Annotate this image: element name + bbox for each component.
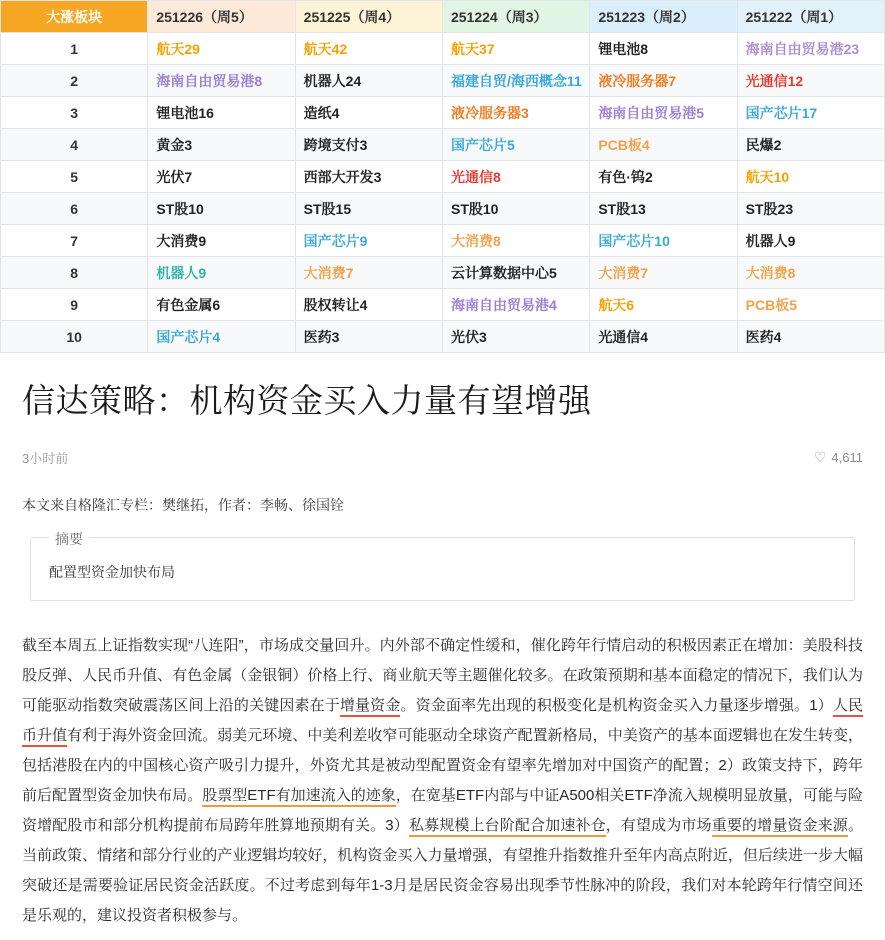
sector-cell: 西部大开发3 — [295, 161, 442, 193]
article-source: 本文来自格隆汇专栏：樊继拓，作者：李畅、徐国铨 — [22, 497, 344, 513]
body-segment-4: ，在宽基ETF内部与中证A500相关ETF净流入规模明显放量，可能与险资增配股市和部分机构提前布局跨年胜算地预期有关。3） — [22, 787, 863, 834]
body-segment-5: ，有望成为市场 — [605, 817, 712, 834]
article-body — [22, 631, 863, 931]
sector-cell: 医药3 — [295, 321, 442, 353]
summary-text: 配置型资金加快布局 — [49, 564, 175, 580]
like-counter[interactable] — [814, 449, 863, 466]
table-row — [1, 193, 885, 225]
sector-cell: ST股15 — [295, 193, 442, 225]
sector-cell: 航天6 — [590, 289, 737, 321]
sector-cell: 大消费8 — [737, 257, 884, 289]
table-header-row — [1, 1, 885, 33]
article — [0, 375, 885, 931]
table-row — [1, 33, 885, 65]
sector-cell: 国产芯片17 — [737, 97, 884, 129]
sector-cell: 云计算数据中心5 — [442, 257, 589, 289]
table-body — [1, 33, 885, 353]
sector-cell: 医药4 — [737, 321, 884, 353]
sector-cell: PCB板4 — [590, 129, 737, 161]
sector-rank-table — [0, 0, 885, 353]
sector-cell: 航天29 — [148, 33, 295, 65]
sector-cell: 液冷服务器7 — [590, 65, 737, 97]
summary-box — [30, 531, 855, 601]
row-index: 10 — [1, 321, 148, 353]
sector-cell: 大消费7 — [295, 257, 442, 289]
row-index: 6 — [1, 193, 148, 225]
table-corner-header: 大涨板块 — [1, 1, 148, 33]
table-header — [1, 1, 885, 33]
body-segment-6: 。当前政策、情绪和部分行业的产业逻辑均较好，机构资金买入力量增强，有望推升指数推升至年内高点附近，但后续进一步大幅突破还是需要验证居民资金活跃度。不过考虑到每年1-3月是居民资金容易出现季节性脉冲的阶段，我们对本轮跨年行情空间还是乐观的，建议投资者积极参与。 — [22, 817, 863, 924]
sector-cell: 光通信4 — [590, 321, 737, 353]
highlight-capital-source: 重要的增量资金来源 — [712, 817, 848, 837]
article-meta — [22, 448, 863, 467]
sector-cell: 大消费9 — [148, 225, 295, 257]
sector-cell: 液冷服务器3 — [442, 97, 589, 129]
table-row — [1, 257, 885, 289]
sector-cell: 机器人9 — [148, 257, 295, 289]
table-column-header-1: 251225（周4） — [295, 1, 442, 33]
sector-cell: 福建自贸/海西概念11 — [442, 65, 589, 97]
page-title: 信达策略：机构资金买入力量有望增强 — [22, 382, 592, 419]
row-index: 7 — [1, 225, 148, 257]
sector-cell: 造纸4 — [295, 97, 442, 129]
sector-cell: 大消费8 — [442, 225, 589, 257]
sector-cell: ST股10 — [148, 193, 295, 225]
row-index: 4 — [1, 129, 148, 161]
row-index: 1 — [1, 33, 148, 65]
table-row — [1, 225, 885, 257]
table-row — [1, 289, 885, 321]
sector-cell: 海南自由贸易港5 — [590, 97, 737, 129]
table-column-header-3: 251223（周2） — [590, 1, 737, 33]
table-column-header-2: 251224（周3） — [442, 1, 589, 33]
sector-cell: 国产芯片4 — [148, 321, 295, 353]
row-index: 5 — [1, 161, 148, 193]
publish-time: 3小时前 — [22, 451, 69, 466]
sector-cell: 跨境支付3 — [295, 129, 442, 161]
sector-cell: 海南自由贸易港23 — [737, 33, 884, 65]
sector-cell: PCB板5 — [737, 289, 884, 321]
sector-cell: 航天37 — [442, 33, 589, 65]
sector-cell: 航天42 — [295, 33, 442, 65]
sector-cell: ST股10 — [442, 193, 589, 225]
sector-cell: 锂电池16 — [148, 97, 295, 129]
sector-cell: 光伏3 — [442, 321, 589, 353]
table-row — [1, 65, 885, 97]
row-index: 8 — [1, 257, 148, 289]
sector-cell: 民爆2 — [737, 129, 884, 161]
sector-cell: ST股23 — [737, 193, 884, 225]
sector-cell: 机器人9 — [737, 225, 884, 257]
sector-cell: 股权转让4 — [295, 289, 442, 321]
sector-cell: 海南自由贸易港8 — [148, 65, 295, 97]
sector-cell: 机器人24 — [295, 65, 442, 97]
sector-cell: 光伏7 — [148, 161, 295, 193]
row-index: 3 — [1, 97, 148, 129]
highlight-rmb-appreciation: 人民币升值 — [22, 697, 863, 747]
row-index: 2 — [1, 65, 148, 97]
row-index: 9 — [1, 289, 148, 321]
sector-cell: 国产芯片5 — [442, 129, 589, 161]
sector-cell: 光通信12 — [737, 65, 884, 97]
table-row — [1, 97, 885, 129]
table-column-header-0: 251226（周5） — [148, 1, 295, 33]
sector-cell: 黄金3 — [148, 129, 295, 161]
sector-cell: 国产芯片10 — [590, 225, 737, 257]
body-segment-1: 截至本周五上证指数实现“八连阳”，市场成交量回升。内外部不确定性缓和，催化跨年行情启动的积极因素正在增加：美股科技股反弹、人民币升值、有色金属（金银铜）价格上行、商业航天等主题催化较多。在政策预期和基本面稳定的情况下，我们认为可能驱动指数突破震荡区间上沿的关键因素在于 — [22, 637, 863, 714]
highlight-etf-inflow: 股票型ETF有加速流入的迹象 — [202, 787, 396, 807]
like-count: 4,611 — [831, 450, 863, 465]
highlight-incremental-capital: 增量资金 — [340, 697, 401, 717]
sector-cell: 有色·钨2 — [590, 161, 737, 193]
sector-cell: ST股13 — [590, 193, 737, 225]
sector-cell: 有色金属6 — [148, 289, 295, 321]
sector-cell: 光通信8 — [442, 161, 589, 193]
table-column-header-4: 251222（周1） — [737, 1, 884, 33]
sector-cell: 海南自由贸易港4 — [442, 289, 589, 321]
sector-cell: 航天10 — [737, 161, 884, 193]
body-segment-2: 。资金面率先出现的积极变化是机构资金买入力量逐步增强。1） — [400, 697, 833, 714]
table-row — [1, 161, 885, 193]
sector-cell: 锂电池8 — [590, 33, 737, 65]
highlight-private-fund: 私募规模上台阶配合加速补仓 — [409, 817, 606, 837]
sector-cell: 大消费7 — [590, 257, 737, 289]
body-segment-3: 有利于海外资金回流。弱美元环境、中美利差收窄可能驱动全球资产配置新格局，中美资产的基本面逻辑也在发生转变，包括港股在内的中国核心资产吸引力提升，外资尤其是被动型配置资金有望率先增加对中国资产的配置；2）政策支持下，跨年前后配置型资金加快布局。 — [22, 727, 863, 804]
table-row — [1, 321, 885, 353]
heart-icon: ♡ — [813, 449, 827, 465]
sector-cell: 国产芯片9 — [295, 225, 442, 257]
table-row — [1, 129, 885, 161]
summary-label: 摘要 — [49, 529, 89, 549]
